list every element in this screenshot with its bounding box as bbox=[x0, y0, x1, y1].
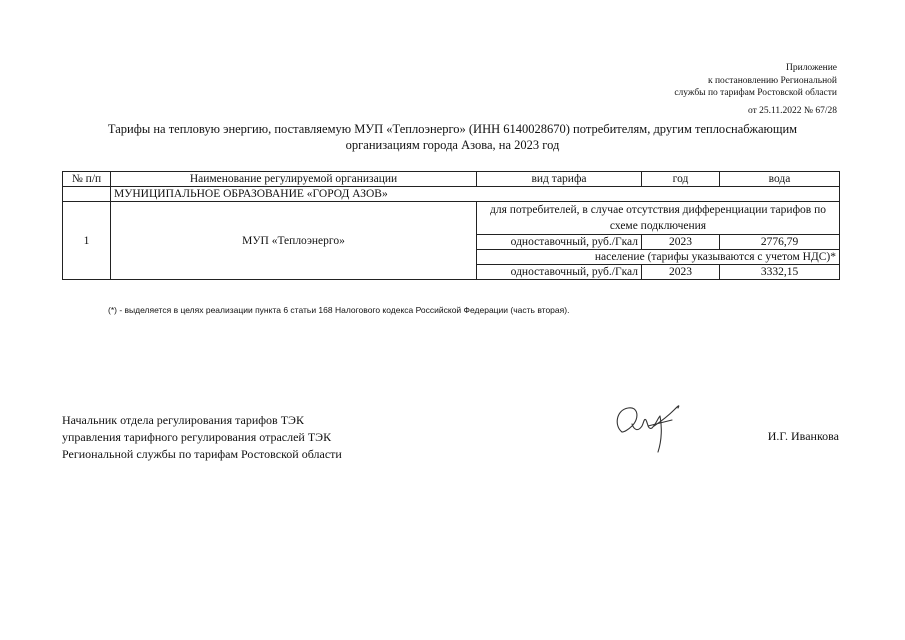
appendix-line-2: к постановлению Региональной bbox=[707, 75, 837, 86]
municipality-row bbox=[63, 187, 840, 202]
tariff-type-2: одноставочный, руб./Гкал bbox=[477, 265, 642, 280]
header-water: вода bbox=[720, 172, 840, 187]
tariff-value-1: 2776,79 bbox=[720, 235, 840, 250]
appendix-line-1: Приложение bbox=[786, 63, 837, 73]
appendix-line-4: от 25.11.2022 № 67/28 bbox=[747, 105, 837, 116]
footnote: (*) - выделяется в целях реализации пункта 6 статьи 168 Налогового кодекса Российской Федерации (часть вторая). bbox=[108, 305, 570, 315]
row-number: 1 bbox=[63, 202, 111, 280]
header-num: № п/п bbox=[63, 172, 111, 187]
appendix-line-3: службы по тарифам Ростовской области bbox=[674, 88, 837, 98]
tariff-year-2: 2023 bbox=[642, 265, 720, 280]
table-row bbox=[63, 202, 840, 235]
header-org: Наименование регулируемой организации bbox=[111, 172, 477, 187]
header-type: вид тарифа bbox=[477, 172, 642, 187]
signer-line-2: управления тарифного регулирования отраслей ТЭК bbox=[62, 430, 332, 444]
title-line-1: Тарифы на тепловую энергию, поставляемую МУП «Теплоэнерго» (ИНН 6140028670) потребителям, другим теплоснабжающим bbox=[107, 122, 798, 136]
header-year: год bbox=[642, 172, 720, 187]
tariff-table bbox=[62, 171, 840, 280]
document-title bbox=[60, 121, 845, 153]
table-header-row bbox=[63, 172, 840, 187]
signer-position bbox=[62, 412, 342, 463]
section-header-population: население (тарифы указываются с учетом НДС)* bbox=[477, 250, 840, 265]
tariff-type-1: одноставочный, руб./Гкал bbox=[477, 235, 642, 250]
appendix-note bbox=[674, 62, 837, 117]
municipality-name: МУНИЦИПАЛЬНОЕ ОБРАЗОВАНИЕ «ГОРОД АЗОВ» bbox=[111, 187, 840, 202]
organization-name: МУП «Теплоэнерго» bbox=[111, 202, 477, 280]
municipality-empty-cell bbox=[63, 187, 111, 202]
handwritten-signature bbox=[608, 396, 688, 456]
signer-line-1: Начальник отдела регулирования тарифов ТЭК bbox=[62, 413, 304, 427]
section-header-consumers: для потребителей, в случае отсутствия дифференциации тарифов по схеме подключения bbox=[477, 202, 840, 235]
tariff-year-1: 2023 bbox=[642, 235, 720, 250]
signer-name: И.Г. Иванкова bbox=[767, 429, 839, 443]
tariff-value-2: 3332,15 bbox=[720, 265, 840, 280]
title-line-2: организациям города Азова, на 2023 год bbox=[345, 138, 560, 152]
signer-line-3: Региональной службы по тарифам Ростовской области bbox=[62, 447, 342, 461]
